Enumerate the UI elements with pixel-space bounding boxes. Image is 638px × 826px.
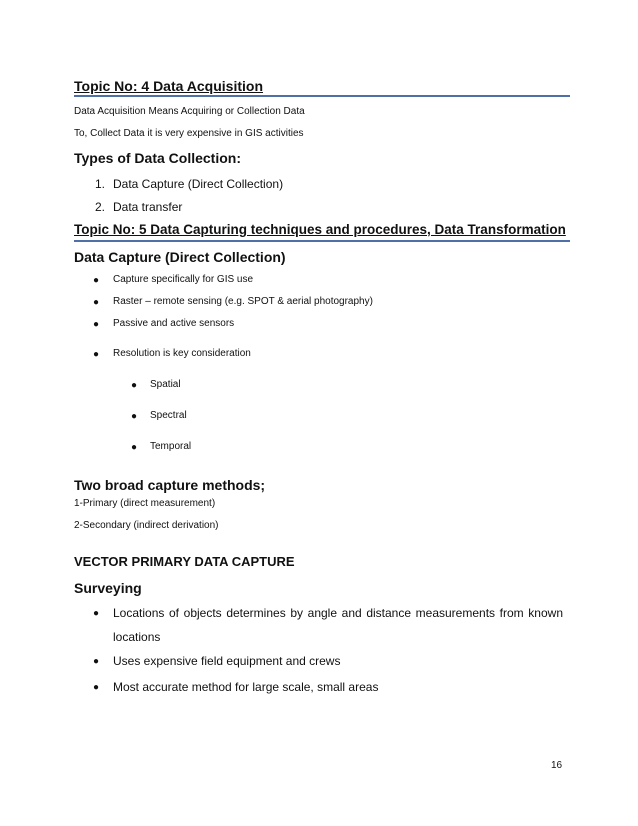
methods-heading: Two broad capture methods; (74, 477, 266, 493)
bullet-icon: ● (131, 380, 138, 391)
methods-line1: 1-Primary (direct measurement) (74, 498, 216, 509)
bullet-icon: ● (93, 275, 100, 286)
types-item-1-number: 1. (95, 177, 106, 191)
bullet-icon: ● (131, 411, 138, 422)
bullet-icon: ● (93, 297, 100, 308)
surveying-heading: Surveying (74, 580, 142, 596)
capture-bullet-1: Capture specifically for GIS use (113, 274, 254, 285)
capture-bullet-2: Raster – remote sensing (e.g. SPOT & aerial photography) (113, 296, 373, 307)
capture-sub-bullet-3: Temporal (150, 441, 192, 452)
types-item-1: Data Capture (Direct Collection) (113, 177, 284, 191)
topic4-rule (74, 95, 570, 97)
surveying-bullet-3: Most accurate method for large scale, small areas (113, 680, 379, 694)
types-item-2-number: 2. (95, 200, 106, 214)
bullet-icon: ● (93, 349, 100, 360)
bullet-icon: ● (93, 656, 100, 667)
capture-sub-bullet-2: Spectral (150, 410, 187, 421)
bullet-icon: ● (131, 442, 138, 453)
topic5-heading: Topic No: 5 Data Capturing techniques and procedures, Data Transformation (74, 222, 566, 237)
bullet-icon: ● (93, 608, 100, 619)
surveying-bullet-1-line1: Locations of objects determines by angle and distance measurements from known (113, 606, 563, 620)
topic4-line2: To, Collect Data it is very expensive in GIS activities (74, 128, 304, 139)
topic5-rule (74, 240, 570, 242)
vector-heading: VECTOR PRIMARY DATA CAPTURE (74, 554, 295, 569)
topic4-line1: Data Acquisition Means Acquiring or Collection Data (74, 106, 305, 117)
capture-heading: Data Capture (Direct Collection) (74, 249, 286, 265)
types-heading: Types of Data Collection: (74, 150, 241, 166)
topic4-heading: Topic No: 4 Data Acquisition (74, 78, 264, 94)
surveying-bullet-1-line2: locations (113, 630, 161, 644)
bullet-icon: ● (93, 682, 100, 693)
capture-bullet-4: Resolution is key consideration (113, 348, 251, 359)
page-number: 16 (551, 760, 563, 771)
methods-line2: 2-Secondary (indirect derivation) (74, 520, 219, 531)
capture-bullet-3: Passive and active sensors (113, 318, 235, 329)
bullet-icon: ● (93, 319, 100, 330)
surveying-bullet-2: Uses expensive field equipment and crews (113, 654, 341, 668)
capture-sub-bullet-1: Spatial (150, 379, 181, 390)
types-item-2: Data transfer (113, 200, 183, 214)
